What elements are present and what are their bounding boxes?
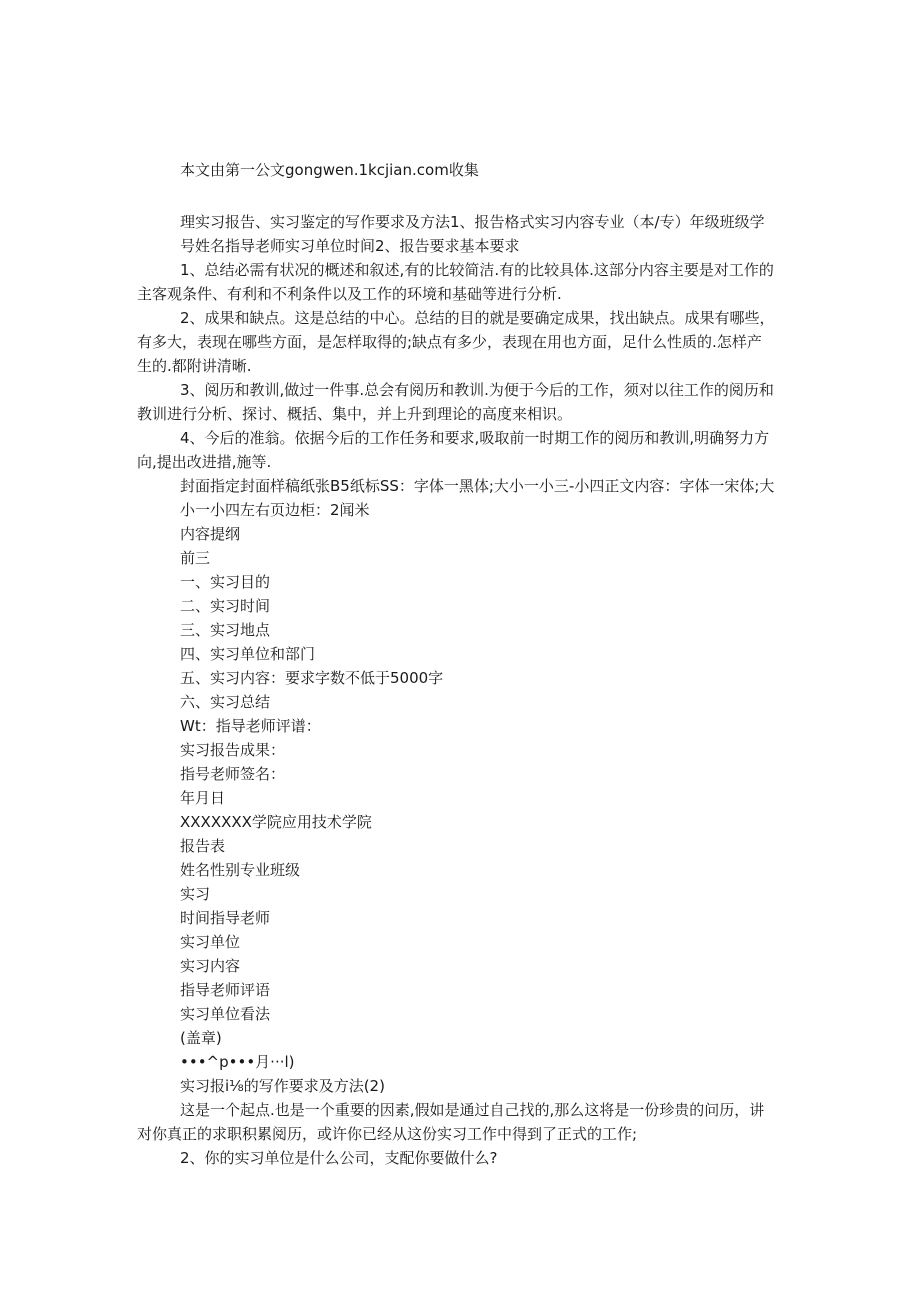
point-2-line-2: 有多大，表现在哪些方面，是怎样取得的;缺点有多少，表现在用也方面，足什么性质的.怎样产 xyxy=(137,333,762,351)
point-1-line-1: 1、总结必需有状况的概述和叙述,有的比较简洁.有的比较具体.这部分内容主要是对工作的 xyxy=(180,261,774,279)
teacher-signature-label: 指号老师签名： xyxy=(180,765,286,783)
date-label: 年月日 xyxy=(180,789,226,807)
table-unit-opinion-row: 实习单位看法 xyxy=(180,1005,271,1023)
teacher-review-label: Wt：指导老师评谱： xyxy=(180,717,321,735)
report-result-label: 实习报告成果： xyxy=(180,741,286,759)
section-2-title: 实习报i⅛的写作要求及方法(2) xyxy=(180,1077,385,1095)
point-2-line-3: 生的.都附讲清晰. xyxy=(137,357,252,375)
outline-item-4: 四、实习单位和部门 xyxy=(180,645,316,663)
intro-line-2: 号姓名指导老师实习单位时间2、报告要求基本要求 xyxy=(180,237,520,255)
table-content-row: 实习内容 xyxy=(180,957,241,975)
garbled-date-line: •••^p•••月···l) xyxy=(180,1053,295,1071)
seal-label: (盖章) xyxy=(180,1029,222,1047)
preface-heading: 前三 xyxy=(180,549,211,567)
table-time-teacher-row: 时间指导老师 xyxy=(180,909,271,927)
college-name: XXXXXXX学院应用技术学院 xyxy=(180,813,372,831)
table-fields-row: 姓名性别专业班级 xyxy=(180,861,301,879)
point-3-line-1: 3、阅历和教训,做过一件事.总会有阅历和教训.为便于今后的工作，须对以往工作的阅历和 xyxy=(180,381,774,399)
point-1-line-2: 主客观条件、有利和不利条件以及工作的环境和基础等进行分析. xyxy=(137,285,562,303)
point-3-line-2: 教训进行分析、探讨、概括、集中，并上升到理论的高度来相识。 xyxy=(137,405,573,423)
outline-item-6: 六、实习总结 xyxy=(180,693,271,711)
outline-item-2: 二、实习时间 xyxy=(180,597,271,615)
intro-line-1: 理实习报告、实习鉴定的写作要求及方法1、报告格式实习内容专业（本/专）年级班级学 xyxy=(180,213,765,231)
outline-item-3: 三、实习地点 xyxy=(180,621,271,639)
point-2-line-1: 2、成果和缺点。这是总结的中心。总结的目的就是要确定成果，找出缺点。成果有哪些， xyxy=(180,309,775,327)
table-shixi-row: 实习 xyxy=(180,885,211,903)
section-2-line-2: 对你真正的求职积累阅历，或许你已经从这份实习工作中得到了正式的工作; xyxy=(137,1125,638,1143)
point-4-line-1: 4、今后的准翁。依据今后的工作任务和要求,吸取前一时期工作的阅历和教训,明确努力方 xyxy=(180,429,770,447)
outline-item-1: 一、实习目的 xyxy=(180,573,271,591)
table-teacher-comment-row: 指导老师评语 xyxy=(180,981,271,999)
source-header: 本文由第一公文gongwen.1kcjian.com收集 xyxy=(180,161,479,179)
table-unit-row: 实习单位 xyxy=(180,933,241,951)
report-table-title: 报告表 xyxy=(180,837,226,855)
point-4-line-2: 向,提出改进措,施等. xyxy=(137,453,272,471)
outline-heading: 内容提纲 xyxy=(180,525,241,543)
section-2-line-3: 2、你的实习单位是什么公司，支配你要做什么? xyxy=(180,1149,498,1167)
section-2-line-1: 这是一个起点.也是一个重要的因素,假如是通过自己找的,那么这将是一份珍贵的问历，讲 xyxy=(180,1101,765,1119)
outline-item-5: 五、实习内容：要求字数不低于5000字 xyxy=(180,669,444,687)
cover-spec-line-1: 封面指定封面样稿纸张B5纸标SS：字体一黑体;大小一小三-小四正文内容：字体一宋体;大 xyxy=(180,477,775,495)
cover-spec-line-2: 小一小四左右页边柜：2闻米 xyxy=(180,501,370,519)
